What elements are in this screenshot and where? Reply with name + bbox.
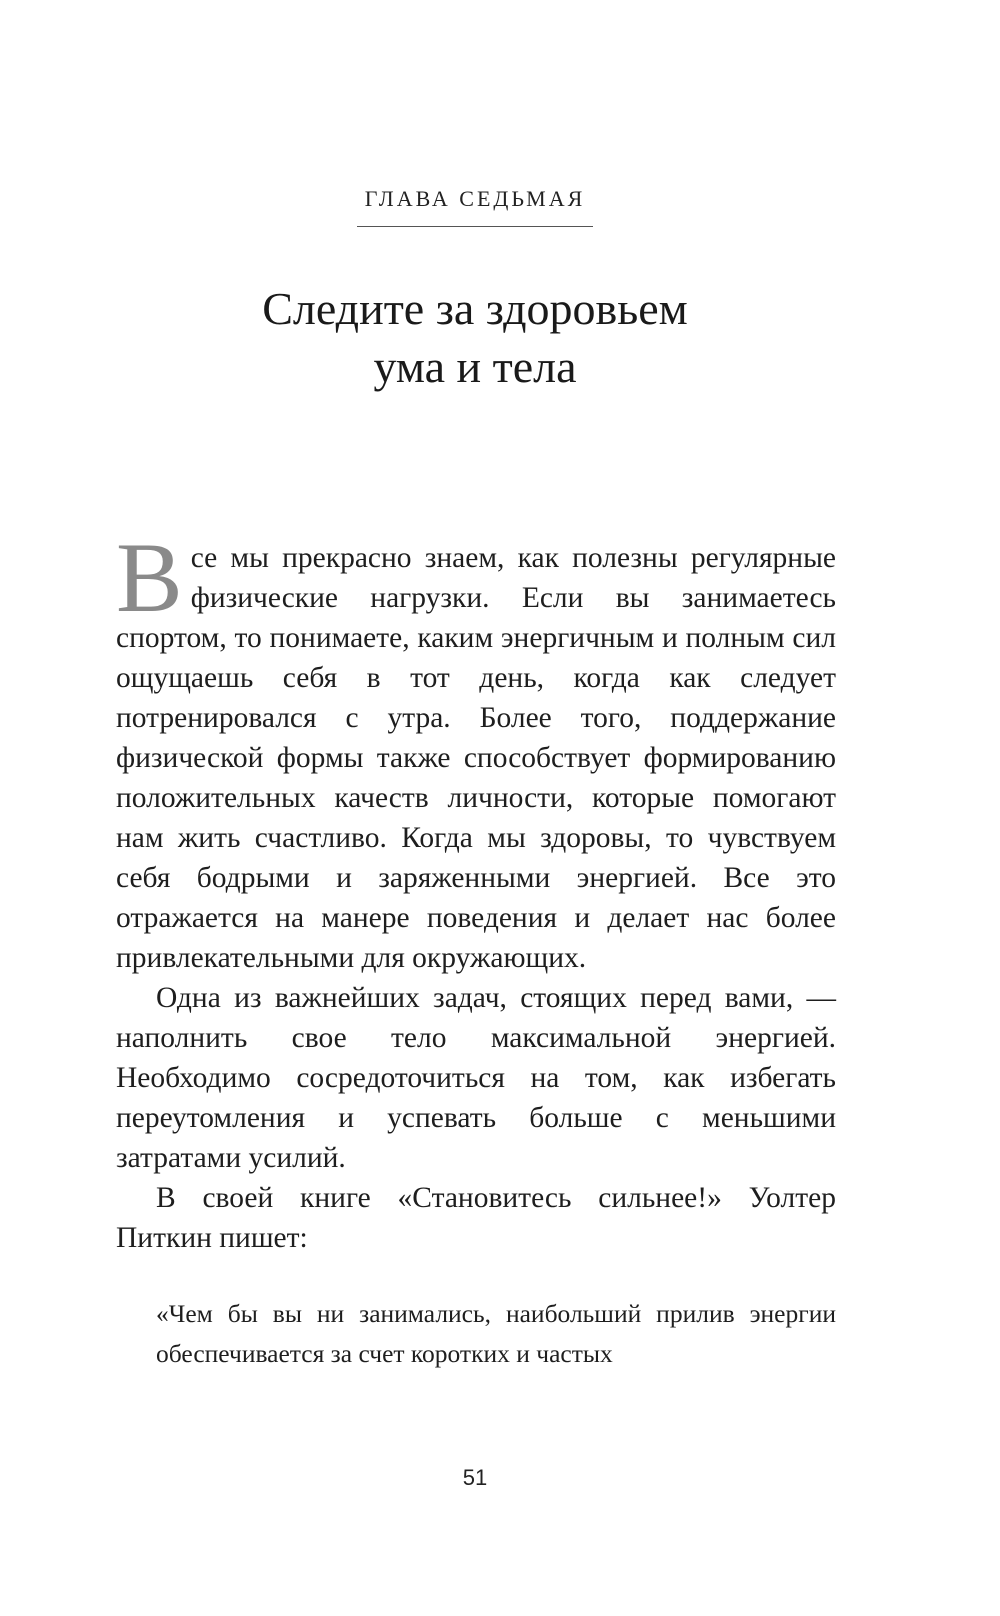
chapter-title: [0, 280, 950, 396]
chapter-title-line-1: Следите за здоровьем: [262, 283, 688, 334]
paragraph-3: В своей книге «Становитесь сильнее!» Уолтер Питкин пишет:: [116, 1182, 836, 1254]
chapter-title-line-2: ума и тела: [373, 341, 577, 392]
paragraph-2: Одна из важнейших задач, стоящих перед вами, — наполнить свое тело максимальной энергией. Необходимо сосредоточиться на том, как избегать переутомления и успевать больше с меньшими затратами усилий.: [116, 982, 836, 1174]
paragraph-1-text: се мы прекрасно знаем, как полезны регулярные физические нагрузки. Если вы занимаетесь спортом, то понимаете, каким энергичным и полным сил ощущаешь себя в тот день, когда как следует потренировался с утра. Более того, поддержание физической формы также способствует формированию положительных качеств личности, которые помогают нам жить счастливо. Когда мы здоровы, то чувствуем себя бодрыми и заряженными энергией. Все это отражается на манере поведения и делает нас более привлекательными для окружающих.: [116, 542, 836, 974]
chapter-divider: [357, 226, 593, 227]
body-text: [116, 522, 836, 1258]
chapter-label: ГЛАВА СЕДЬМАЯ: [364, 186, 586, 211]
paragraph-1: [116, 522, 836, 978]
page-number: 51: [462, 1465, 488, 1490]
drop-cap: В: [116, 522, 183, 633]
block-quote: «Чем бы вы ни занимались, наибольший прилив энергии обеспечивается за счет коротких и частых: [156, 1299, 836, 1368]
